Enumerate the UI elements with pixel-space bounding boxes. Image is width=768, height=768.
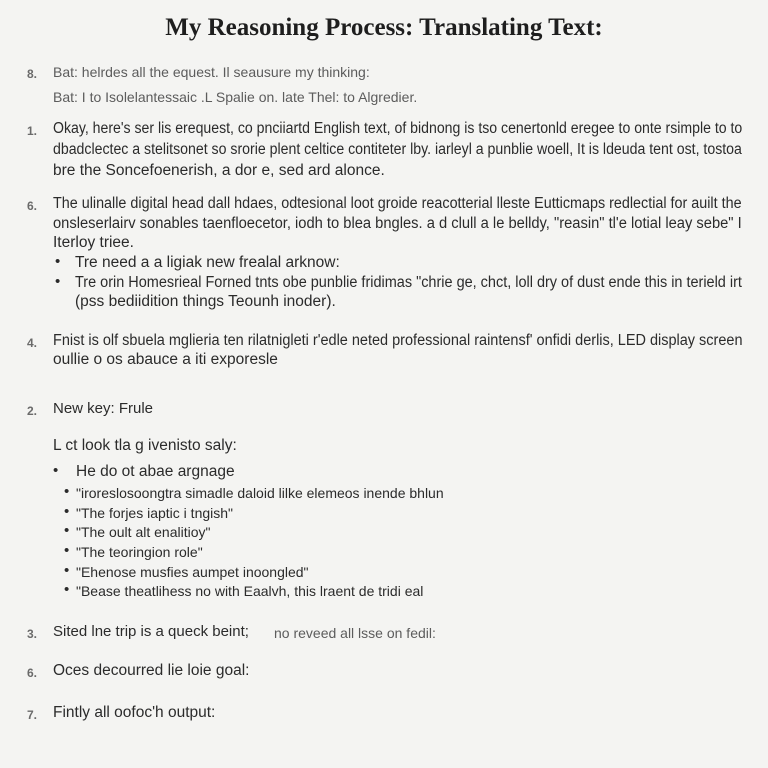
section-2-bullet-2-cont: (pss bediidition things Teounh inoder).: [75, 293, 336, 310]
bullet-dot: •: [55, 253, 61, 270]
section-4-number: 2.: [27, 404, 38, 418]
bullet-dot: •: [55, 273, 61, 290]
section-5-number: 3.: [27, 627, 38, 641]
section-2-bullet-2: Tre orin Homesrieal Forned tnts obe punblie fridimas "chrie ge, chct, loll dry of dust ende this in terield irt: [75, 274, 742, 291]
section-0-line-1: Bat: helrdes all the equest. Il seausure my thinking:: [53, 64, 370, 80]
bullet-dot: •: [64, 503, 70, 520]
section-2-line-2: onsleserlairv sonables taenfloecetor, iodh to blea bngles. a d clull a le belldy, "reasin" tl'e lotial leay sebe" I: [53, 215, 742, 232]
section-0-line-2: Bat: I to Isolelantessaic .L Spalie on. late Thel: to Algredier.: [53, 89, 418, 105]
bullet-dot: •: [53, 462, 59, 479]
section-3-line-1: Fnist is olf sbuela mglieria ten rilatnigleti r'edle neted professional raintensf' onfidi derlis, LED display screen: [53, 332, 743, 349]
section-7-text: Fintly all oofoc'h output:: [53, 704, 216, 721]
section-4-subheading: L ct look tla g ivenisto saly:: [53, 437, 237, 454]
section-4-bullet-2: "iroreslosoongtra simadle daloid lilke elemeos inende bhlun: [76, 485, 444, 501]
page-title: My Reasoning Process: Translating Text:: [165, 14, 603, 41]
section-4-bullet-7: "Bease theatlihess no with Eaalvh, this lraent de tridi eal: [76, 583, 424, 599]
section-4-bullet-4: "The oult alt enalitioy": [76, 524, 211, 540]
bullet-dot: •: [64, 542, 70, 559]
bullet-dot: •: [64, 581, 70, 598]
section-1-number: 1.: [27, 124, 38, 138]
section-6-text: Oces decourred lie loie goal:: [53, 662, 250, 679]
section-5-text-b: no reveed all lsse on fedil:: [274, 625, 436, 641]
section-3-number: 4.: [27, 336, 38, 350]
section-1-line-1: Okay, here's ser lis erequest, co pnciiartd English text, of bidnong is tso cenertonld eregee to onte rsimple to to: [53, 120, 743, 137]
section-4-bullet-5: "The teoringion role": [76, 544, 203, 560]
section-6-number: 6.: [27, 666, 38, 680]
section-3-line-2: oullie o os abauce a iti exporesle: [53, 351, 278, 368]
section-0-number: 8.: [27, 67, 38, 81]
bullet-dot: •: [64, 522, 70, 539]
section-1-line-3: bre the Soncefoenerish, a dor e, sed ard alonce.: [53, 162, 385, 179]
section-4-bullet-3: "The forjes iaptic i tngish": [76, 505, 234, 521]
bullet-dot: •: [64, 483, 70, 500]
section-4-bullet-1: He do ot abae argnage: [76, 463, 235, 480]
section-2-number: 6.: [27, 199, 38, 213]
section-2-line-3: Iterloy triee.: [53, 234, 134, 251]
section-5-text-a: Sited lne trip is a queck beint;: [53, 623, 249, 640]
section-4-heading: New key: Frule: [53, 400, 154, 417]
section-7-number: 7.: [27, 708, 38, 722]
section-2-line-1: The ulinalle digital head dall hdaes, odtesional loot groide reacotterial lleste Eutticmaps redlectial for auilt the: [53, 195, 742, 212]
section-1-line-2: dbadclectec a stelitsonet so srorie plent celtice contiteter lby. iarleyl a punblie woell, It is ldeuda tent ost, tostoa: [53, 141, 742, 158]
section-4-bullet-6: "Ehenose musfies aumpet inoongled": [76, 564, 309, 580]
section-2-bullet-1: Tre need a a ligiak new frealal arknow:: [75, 254, 340, 271]
bullet-dot: •: [64, 562, 70, 579]
